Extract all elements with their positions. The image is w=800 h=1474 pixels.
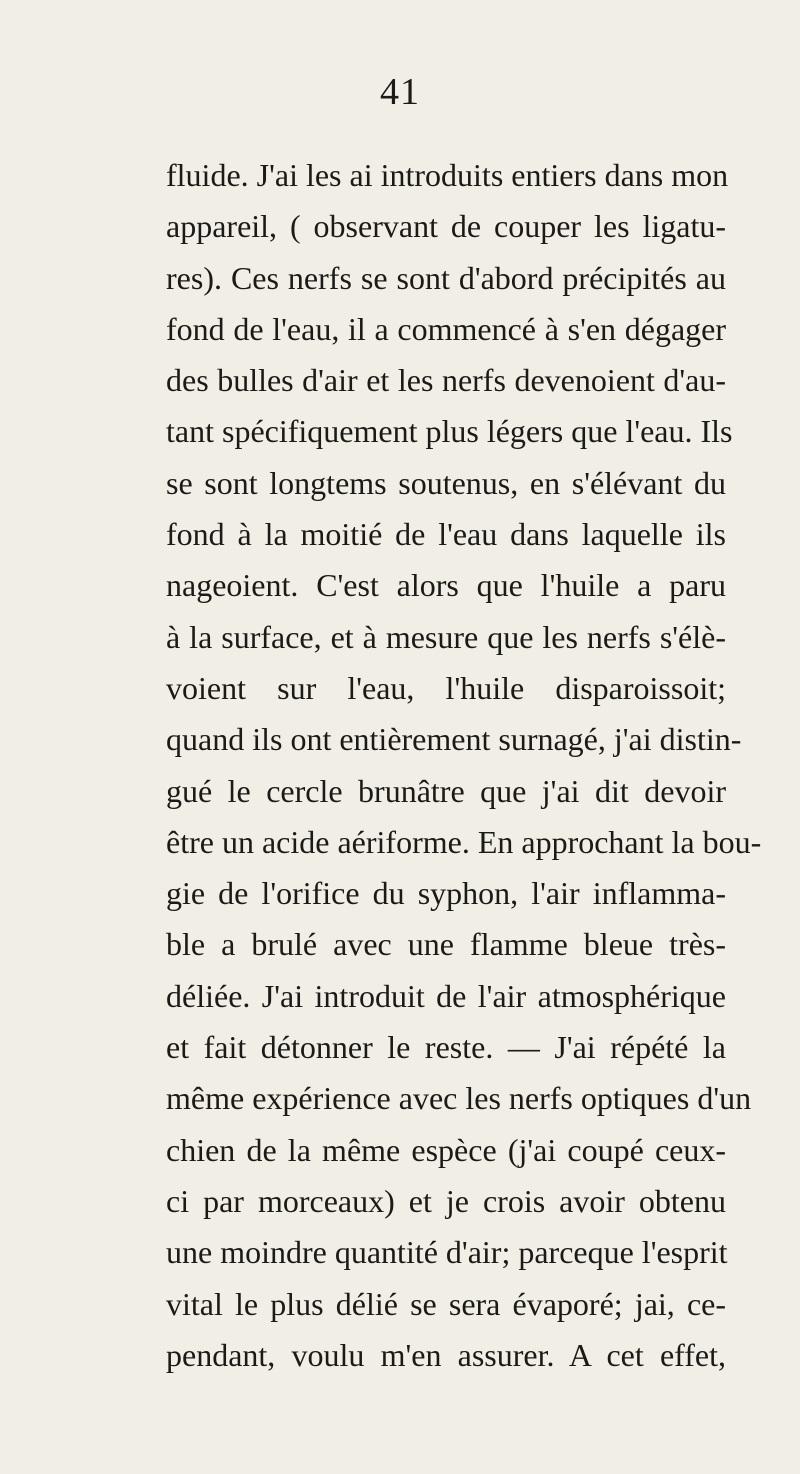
text-line: gué le cercle brunâtre que j'ai dit devoir bbox=[166, 772, 726, 809]
text-line: ble a brulé avec une flamme bleue très- bbox=[166, 926, 726, 963]
text-line: appareil, ( observant de couper les ligatu- bbox=[166, 208, 726, 245]
text-line: une moindre quantité d'air; parceque l'esprit bbox=[166, 1234, 728, 1271]
text-line: déliée. J'ai introduit de l'air atmosphérique bbox=[166, 977, 726, 1014]
body-text bbox=[166, 150, 762, 1381]
text-line: même expérience avec les nerfs optiques d'un bbox=[166, 1080, 752, 1117]
text-line: et fait détonner le reste. — J'ai répété la bbox=[166, 1029, 726, 1066]
text-line: gie de l'orifice du syphon, l'air inflamma- bbox=[166, 875, 726, 912]
text-line: nageoient. C'est alors que l'huile a paru bbox=[166, 567, 726, 604]
text-line: tant spécifiquement plus légers que l'eau. Ils bbox=[166, 413, 733, 450]
text-line: pendant, voulu m'en assurer. A cet effet, bbox=[166, 1336, 726, 1373]
text-line: fluide. J'ai les ai introduits entiers dans mon bbox=[166, 157, 729, 193]
text-line: res). Ces nerfs se sont d'abord précipités au bbox=[166, 259, 726, 296]
text-line: à la surface, et à mesure que les nerfs s'élè- bbox=[166, 618, 726, 655]
text-line: vital le plus délié se sera évaporé; jai, ce- bbox=[166, 1285, 726, 1322]
text-line: fond de l'eau, il a commencé à s'en dégager bbox=[166, 310, 726, 347]
text-line: être un acide aériforme. En approchant la bou- bbox=[166, 823, 762, 860]
text-line: quand ils ont entièrement surnagé, j'ai distin- bbox=[166, 721, 742, 758]
text-line: voient sur l'eau, l'huile disparoissoit; bbox=[166, 669, 726, 706]
text-line: des bulles d'air et les nerfs devenoient d'au- bbox=[166, 362, 726, 399]
text-line: ci par morceaux) et je crois avoir obtenu bbox=[166, 1182, 726, 1219]
text-line: se sont longtems soutenus, en s'élévant du bbox=[166, 464, 726, 501]
text-line: chien de la même espèce (j'ai coupé ceux- bbox=[166, 1131, 726, 1168]
text-line: fond à la moitié de l'eau dans laquelle ils bbox=[166, 516, 726, 553]
page-number: 41 bbox=[380, 71, 420, 113]
